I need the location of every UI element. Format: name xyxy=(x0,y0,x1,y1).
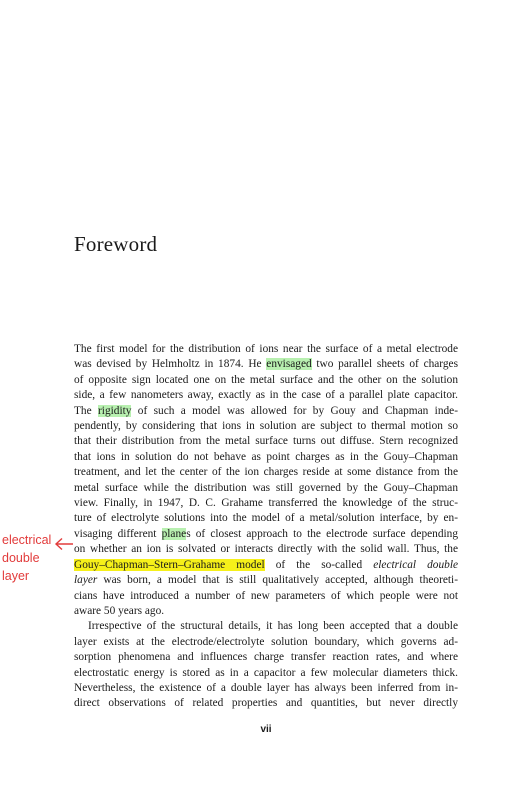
margin-annotation xyxy=(2,531,62,585)
text-line: Irrespective of the structural details, it has long been accepted that a double xyxy=(88,620,458,633)
text-line: side, a few nanometers away, exactly as in the case of a parallel plate capacitor. xyxy=(74,389,458,402)
text-line: aware 50 years ago. xyxy=(74,604,165,617)
text-line: of opposite sign located one on the metal surface and the other on the solution xyxy=(74,373,458,386)
green-highlight: rigidity xyxy=(98,404,132,417)
text-line: layer was born, a model that is still qualitatively accepted, although theoreti- xyxy=(74,574,458,587)
text-line: direct observations of related properties and quantities, but never directly xyxy=(74,697,458,710)
text-line: The rigidity of such a model was allowed for by Gouy and Chapman inde- xyxy=(74,404,458,417)
yellow-highlight: Gouy–Chapman–Stern–Grahame model xyxy=(74,558,265,571)
text-line: layer exists at the electrode/electrolyte solution boundary, which governs ad- xyxy=(74,635,458,648)
text-line: Gouy–Chapman–Stern–Grahame model of the so-called electrical double xyxy=(74,558,459,571)
text-line: metal surface while the distribution was still governed by the Gouy–Chapman xyxy=(74,481,458,494)
text-line: was devised by Helmholtz in 1874. He envisaged two parallel sheets of charges xyxy=(74,358,458,371)
text-line: The first model for the distribution of ions near the surface of a metal electrode xyxy=(74,343,458,355)
text-line: that ions in solution do not behave as point charges as in the Gouy–Chapman xyxy=(74,450,458,463)
page-title: Foreword xyxy=(74,232,158,256)
annotation-line: layer xyxy=(2,569,30,583)
text-line: that their distribution from the metal surface turns out diffuse. Stern recognized xyxy=(74,435,458,448)
annotation-line: double xyxy=(2,551,40,565)
text-line: ture of electrolyte solutions into the model of a metal/solution interface, by en- xyxy=(74,512,458,525)
text-line: view. Finally, in 1947, D. C. Grahame transferred the knowledge of the struc- xyxy=(74,497,458,510)
text-line: Nevertheless, the existence of a double layer has always been inferred from in- xyxy=(74,681,458,694)
foreword-body xyxy=(74,342,458,712)
text-line: visaging different planes of closest approach to the electrode surface depending xyxy=(74,527,458,540)
arrow-left-icon xyxy=(54,537,74,551)
text-line: treatment, and let the center of the ion charges reside at some distance from the xyxy=(74,466,458,479)
text-line: pendently, by considering that ions in solution are subject to thermal motion so xyxy=(74,420,458,433)
green-highlight: envisaged xyxy=(266,358,312,371)
text-line: cians have introduced a number of new parameters of which people were not xyxy=(74,589,458,602)
text-line: sorption phenomena and influences charge transfer reaction rates, and where xyxy=(74,651,458,664)
page-number: vii xyxy=(260,724,272,735)
green-highlight: plane xyxy=(161,527,187,540)
annotation-line: electrical xyxy=(2,533,52,547)
text-line: on whether an ion is solvated or interacts directly with the solid wall. Thus, the xyxy=(74,543,458,556)
text-line: electrostatic energy is stored as in a capacitor a few molecular diameters thick. xyxy=(74,666,458,679)
